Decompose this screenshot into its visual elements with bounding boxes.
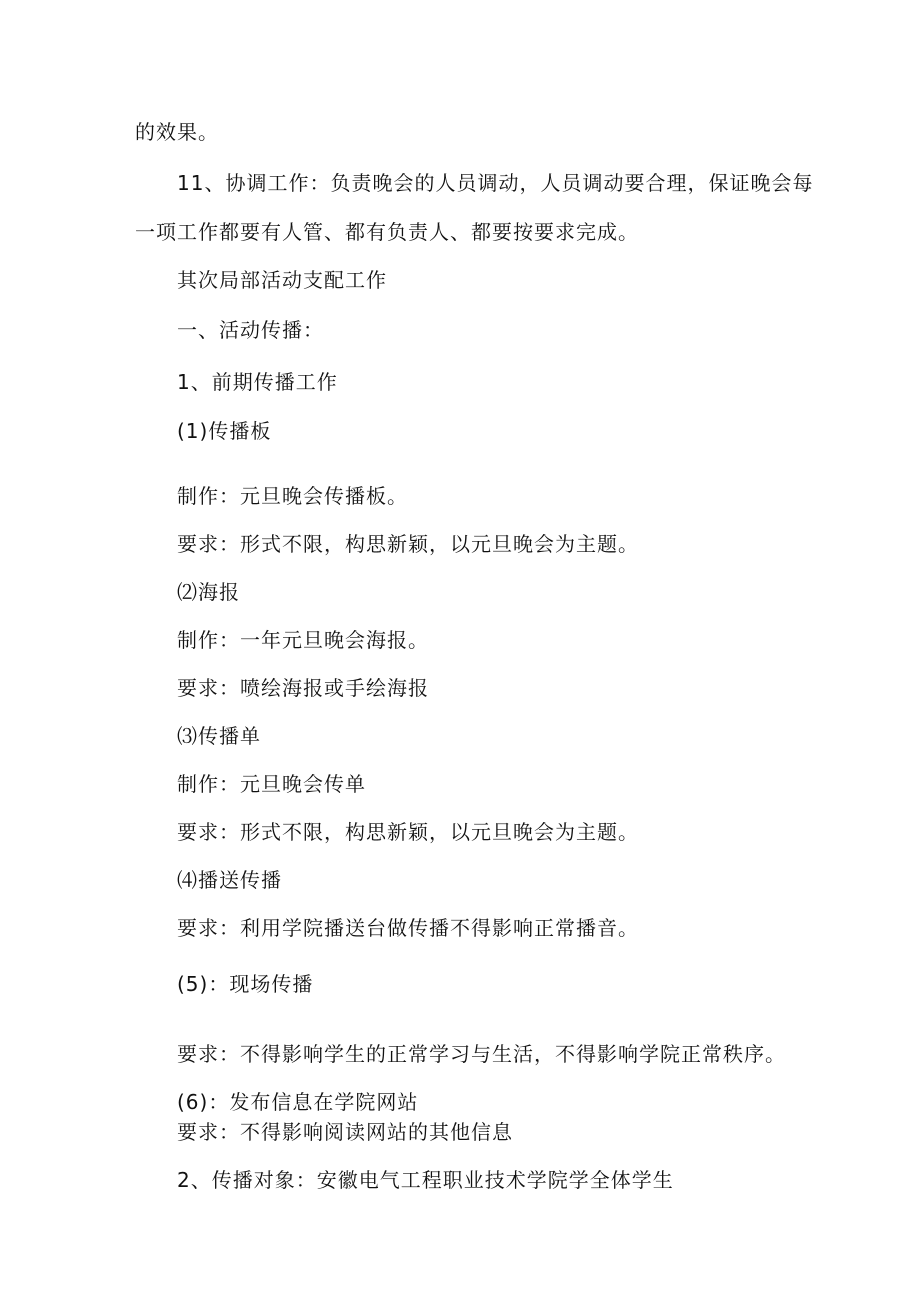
text-line: 11、协调工作：负责晚会的人员调动，人员调动要合理，保证晚会每	[177, 171, 814, 195]
item-heading: ⑵海报	[177, 580, 240, 604]
text-line: 的效果。	[135, 120, 219, 144]
text-line: 制作：元旦晚会传单	[177, 772, 366, 796]
item-heading: ⑶传播单	[177, 724, 261, 748]
text-line: 一项工作都要有人管、都有负责人、都要按要求完成。	[135, 220, 639, 244]
subsection-heading: 1、前期传播工作	[177, 370, 338, 394]
item-heading: ⑷播送传播	[177, 868, 282, 892]
text-line: 要求：喷绘海报或手绘海报	[177, 676, 429, 700]
section-heading: 其次局部活动支配工作	[177, 268, 387, 292]
text-line: 制作：一年元旦晚会海报。	[177, 628, 429, 652]
text-line: 要求：不得影响学生的正常学习与生活，不得影响学院正常秩序。	[177, 1042, 786, 1066]
text-line: 制作：元旦晚会传播板。	[177, 484, 408, 508]
item-heading: (5)：现场传播	[177, 972, 314, 996]
text-line: 要求：利用学院播送台做传播不得影响正常播音。	[177, 916, 639, 940]
subsection-heading: 2、传播对象：安徽电气工程职业技术学院学全体学生	[177, 1168, 674, 1192]
item-heading: (1)传播板	[177, 419, 272, 443]
section-heading: 一、活动传播：	[177, 318, 324, 342]
text-line: 要求：不得影响阅读网站的其他信息	[177, 1120, 513, 1144]
text-line: 要求：形式不限，构思新颖，以元旦晚会为主题。	[177, 820, 639, 844]
item-heading: (6)：发布信息在学院网站	[177, 1090, 419, 1114]
text-line: 要求：形式不限，构思新颖，以元旦晚会为主题。	[177, 532, 639, 556]
